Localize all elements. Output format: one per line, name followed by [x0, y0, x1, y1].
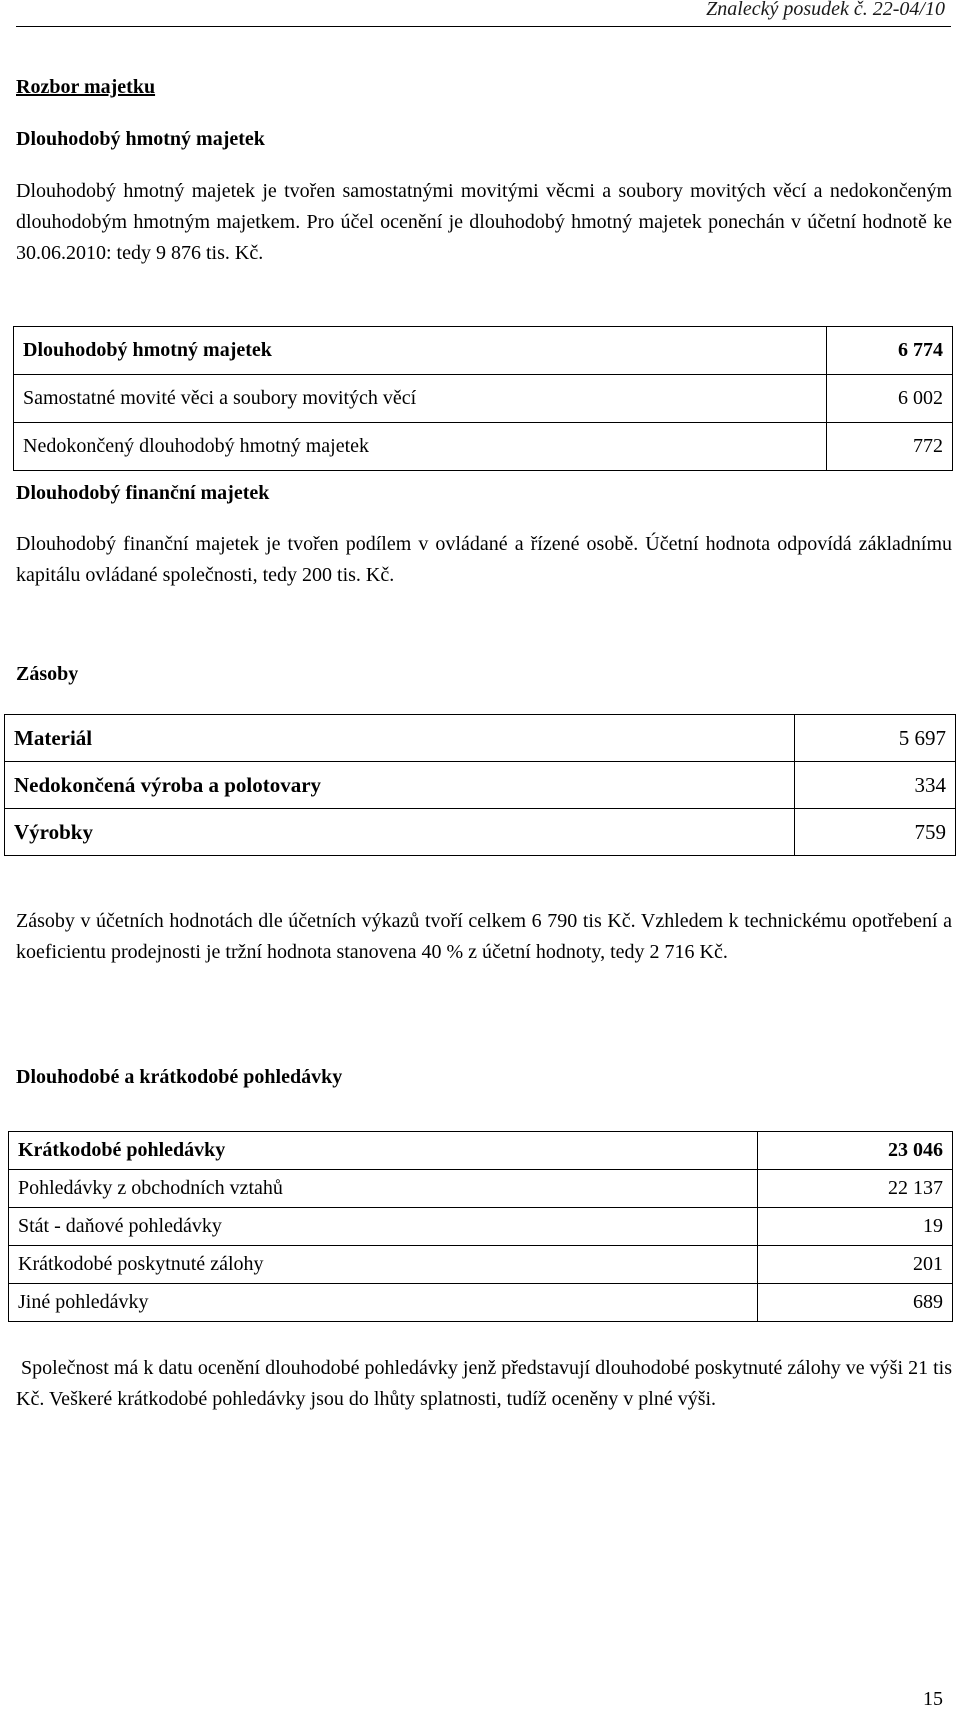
row-value: 6 774 — [826, 327, 952, 375]
row-value: 22 137 — [757, 1170, 952, 1208]
row-label: Dlouhodobý hmotný majetek — [14, 327, 827, 375]
row-label: Samostatné movité věci a soubory movitých věcí — [14, 375, 827, 423]
heading-long-term-tangible: Dlouhodobý hmotný majetek — [16, 128, 265, 150]
heading-receivables: Dlouhodobé a krátkodobé pohledávky — [16, 1066, 343, 1088]
table-row — [9, 1208, 953, 1246]
page-header — [16, 0, 951, 27]
section-title: Rozbor majetku — [16, 76, 156, 98]
table-row — [5, 715, 956, 762]
row-value: 201 — [757, 1246, 952, 1284]
tangible-assets-table — [13, 326, 953, 471]
table-row — [14, 375, 953, 423]
table-row — [14, 423, 953, 471]
page-number: 15 — [923, 1688, 943, 1710]
table-row — [9, 1132, 953, 1170]
row-label: Nedokončená výroba a polotovary — [5, 762, 795, 809]
paragraph-receivables: Společnost má k datu ocenění dlouhodobé pohledávky jenž představují dlouhodobé poskytnuté zálohy ve výši 21 tis Kč. Veškeré krátkodobé pohledávky jsou do lhůty splatnosti, tudíž oceněny v plné výši. — [16, 1357, 957, 1410]
row-label: Nedokončený dlouhodobý hmotný majetek — [14, 423, 827, 471]
row-label: Pohledávky z obchodních vztahů — [9, 1170, 758, 1208]
receivables-table — [8, 1131, 953, 1322]
row-value: 772 — [826, 423, 952, 471]
row-label: Výrobky — [5, 809, 795, 856]
table-row — [9, 1246, 953, 1284]
row-value: 6 002 — [826, 375, 952, 423]
heading-inventory: Zásoby — [16, 663, 79, 685]
paragraph-long-term-tangible: Dlouhodobý hmotný majetek je tvořen samostatnými movitými věcmi a soubory movitých věcí a nedokončeným dlouhodobým hmotným majetkem. Pro účel ocenění je dlouhodobý hmotný majetek ponechán v účetní hodnotě ke 30.06.2010: tedy 9 876 tis. Kč. — [16, 180, 952, 264]
row-value: 759 — [795, 809, 956, 856]
heading-long-term-financial: Dlouhodobý finanční majetek — [16, 482, 270, 504]
row-label: Materiál — [5, 715, 795, 762]
table-row — [5, 809, 956, 856]
row-label: Stát - daňové pohledávky — [9, 1208, 758, 1246]
table-row — [9, 1170, 953, 1208]
row-label: Krátkodobé poskytnuté zálohy — [9, 1246, 758, 1284]
table-row — [14, 327, 953, 375]
paragraph-long-term-financial: Dlouhodobý finanční majetek je tvořen podílem v ovládané a řízené osobě. Účetní hodnota odpovídá základnímu kapitálu ovládané společnosti, tedy 200 tis. Kč. — [16, 533, 952, 586]
row-value: 19 — [757, 1208, 952, 1246]
paragraph-inventory: Zásoby v účetních hodnotách dle účetních výkazů tvoří celkem 6 790 tis Kč. Vzhledem k technickému opotřebení a koeficientu prodejnosti je tržní hodnota stanovena 40 % z účetní hodnoty, tedy 2 716 Kč. — [16, 910, 952, 963]
row-value: 5 697 — [795, 715, 956, 762]
table-row — [5, 762, 956, 809]
row-value: 334 — [795, 762, 956, 809]
row-label: Krátkodobé pohledávky — [9, 1132, 758, 1170]
inventory-table — [4, 714, 956, 856]
header-text: Znalecký posudek č. 22-04/10 — [706, 0, 945, 20]
table-row — [9, 1284, 953, 1322]
row-value: 23 046 — [757, 1132, 952, 1170]
row-value: 689 — [757, 1284, 952, 1322]
row-label: Jiné pohledávky — [9, 1284, 758, 1322]
